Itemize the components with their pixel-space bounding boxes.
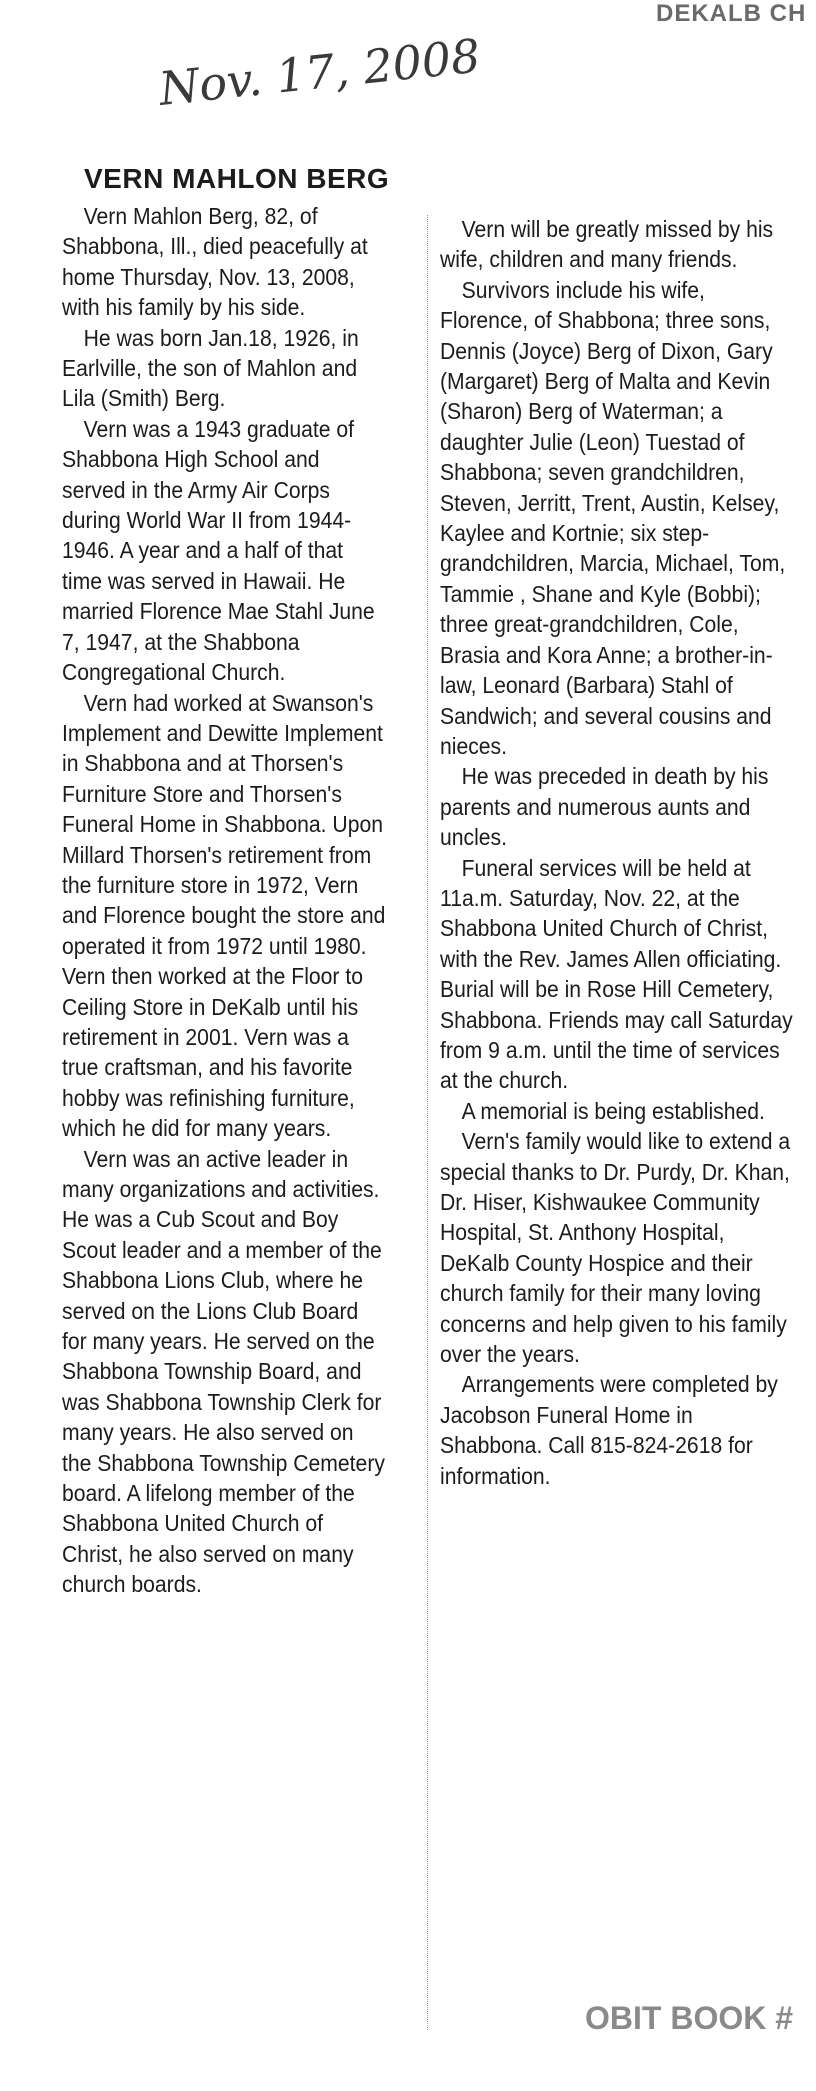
handwritten-date: Nov. 17, 2008: [156, 28, 483, 116]
paragraph-memorial: A memorial is being established.: [461, 1097, 765, 1124]
column-divider: [427, 215, 428, 2030]
obit-book-stamp: OBIT BOOK #: [585, 2000, 794, 2036]
paragraph-military-marriage: Vern was a 1943 graduate of Shabbona High School and served in the Army Air Corps during World War II from 1944-1946. A year and a half of that time was served in Hawaii. He married Florence Mae Stahl June 7, 1947, at the Shabbona Congregational Church.: [62, 415, 375, 686]
paragraph-career: Vern had worked at Swanson's Implement and Dewitte Implement in Shabbona and at Thorsen's Furniture Store and Thorsen's Funeral Home in Shabbona. Upon Millard Thorsen's retirement from the furniture store in 1972, Vern and Florence bought the store and operated it from 1972 until 1980. Vern then worked at the Floor to Ceiling Store in DeKalb until his retirement in 2001. Vern was a true craftsman, and his favorite hobby was refinishing furniture, which he did for many years.: [62, 689, 386, 1142]
paragraph-survivors: Survivors include his wife, Florence, of Shabbona; three sons, Dennis (Joyce) Berg of Dixon, Gary (Margaret) Berg of Malta and Kevin (Sharon) Berg of Waterman; a daughter Julie (Leon) Tuestad of Shabbona; seven grandchildren, Steven, Jerritt, Trent, Austin, Kelsey, Kaylee and Kortnie; six step-grandchildren, Marcia, Michael, Tom, Tammie , Shane and Kyle (Bobbi); three great-grandchildren, Cole, Brasia and Kora Anne; a brother-in-law, Leonard (Barbara) Stahl of Sandwich; and several cousins and nieces.: [440, 276, 786, 759]
right-column: [440, 214, 796, 1491]
obituary-headline: VERN MAHLON BERG: [84, 163, 390, 194]
paragraph-death-notice: Vern Mahlon Berg, 82, of Shabbona, Ill., died peacefully at home Thursday, Nov. 13, 2008, with his family by his side.: [62, 203, 368, 321]
paragraph-birth: He was born Jan.18, 1926, in Earlville, the son of Mahlon and Lila (Smith) Berg.: [62, 324, 359, 412]
paragraph-funeral-services: Funeral services will be held at 11a.m. Saturday, Nov. 22, at the Shabbona United Church of Christ, with the Rev. James Allen officiating. Burial will be in Rose Hill Cemetery, Shabbona. Friends may call Saturday from 9 a.m. until the time of services at the church.: [440, 854, 793, 1094]
paragraph-missed: Vern will be greatly missed by his wife, children and many friends.: [440, 216, 774, 273]
paragraph-preceded: He was preceded in death by his parents and numerous aunts and uncles.: [440, 763, 769, 851]
paragraph-thanks: Vern's family would like to extend a special thanks to Dr. Purdy, Dr. Khan, Dr. Hiser, Kishwaukee Community Hospital, St. Anthony Hospital, DeKalb County Hospice and their church family for their many loving concerns and help given to his family over the years.: [440, 1128, 791, 1368]
paragraph-arrangements: Arrangements were completed by Jacobson Funeral Home in Shabbona. Call 815-824-2618 for information.: [440, 1371, 778, 1489]
newspaper-masthead: DEKALB CH: [656, 0, 807, 27]
paragraph-community: Vern was an active leader in many organizations and activities. He was a Cub Scout and Boy Scout leader and a member of the Shabbona Lions Club, where he served on the Lions Club Board for many years. He served on the Shabbona Township Board, and was Shabbona Township Clerk for many years. He also served on the Shabbona Township Cemetery board. A lifelong member of the Shabbona United Church of Christ, he also served on many church boards.: [62, 1145, 385, 1598]
left-column: [62, 201, 387, 1600]
